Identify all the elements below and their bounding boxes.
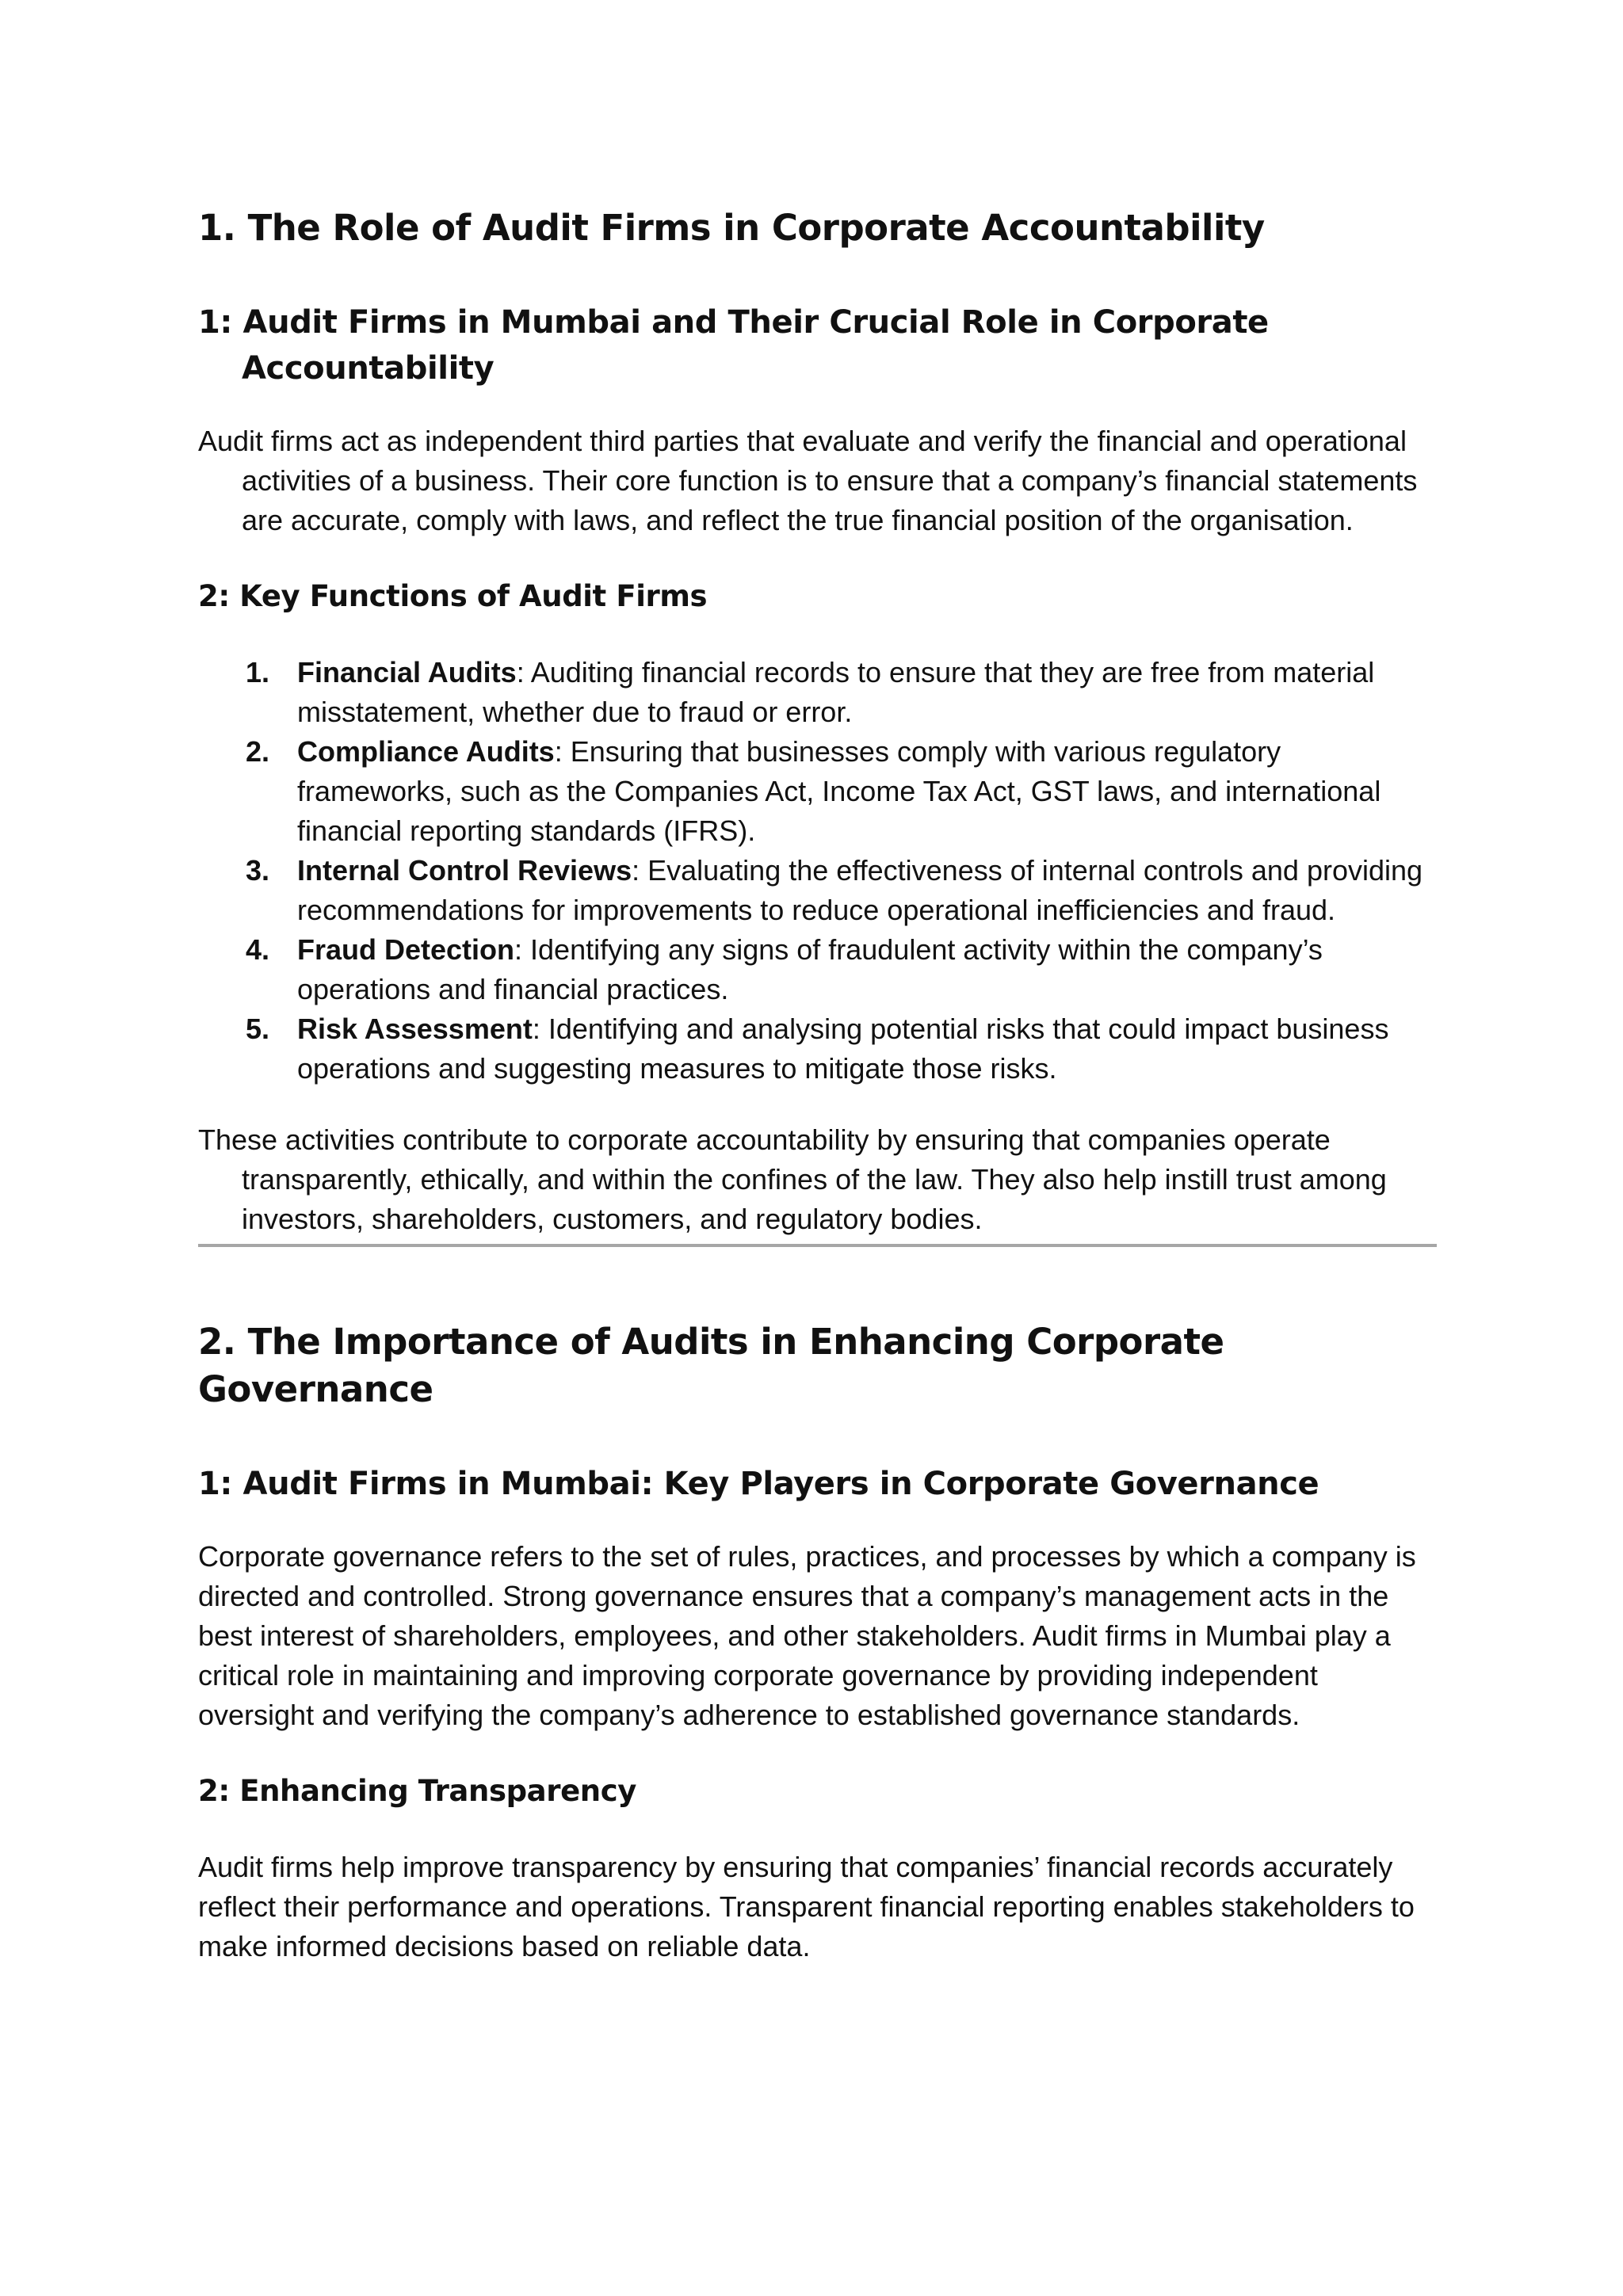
list-item-description: : Identifying and analysing potential risks that could impact business operations and suggesting measures to mitigate those risks. xyxy=(297,1013,1389,1085)
list-item-description: : Ensuring that businesses comply with various regulatory frameworks, such as the Companies Act, Income Tax Act, GST laws, and international financial reporting standards (IFRS). xyxy=(297,735,1381,847)
section-1-subheading-1: 1: Audit Firms in Mumbai and Their Crucial Role in Corporate Accountability xyxy=(198,304,1269,387)
list-item xyxy=(198,653,1434,732)
list-item-term: Fraud Detection xyxy=(297,933,515,966)
list-item-term: Compliance Audits xyxy=(297,735,555,768)
list-item-term: Risk Assessment xyxy=(297,1013,533,1045)
list-item xyxy=(198,851,1434,930)
list-item-number: 4. xyxy=(246,933,270,966)
list-item xyxy=(198,930,1434,1009)
list-item-number: 1. xyxy=(246,656,270,688)
section-1-closing-paragraph: These activities contribute to corporate accountability by ensuring that companies operate transparently, ethically, and within the confines of the law. They also help instill trust among investors, shareholders, customers, and regulatory bodies. xyxy=(198,1123,1387,1235)
section-1-title: 1. The Role of Audit Firms in Corporate Accountability xyxy=(198,207,1265,249)
list-item xyxy=(198,1009,1434,1089)
section-1-subheading-2: 2: Key Functions of Audit Firms xyxy=(198,579,708,613)
list-item-term: Financial Audits xyxy=(297,656,517,688)
list-item-number: 5. xyxy=(246,1013,270,1045)
list-item-term: Internal Control Reviews xyxy=(297,854,632,887)
list-item-number: 3. xyxy=(246,854,270,887)
section-2-subheading-2: 2: Enhancing Transparency xyxy=(198,1774,636,1808)
section-2-subheading-1: 1: Audit Firms in Mumbai: Key Players in Corporate Governance xyxy=(198,1466,1319,1502)
list-item-description: : Evaluating the effectiveness of internal controls and providing recommendations for improvements to reduce operational inefficiencies and fraud. xyxy=(297,854,1423,926)
list-item-number: 2. xyxy=(246,735,270,768)
section-2-paragraph-2: Audit firms help improve transparency by ensuring that companies’ financial records accurately reflect their performance and operations. Transparent financial reporting enables stakeholders to make informed decisions based on reliable data. xyxy=(198,1851,1415,1962)
section-1-paragraph-1: Audit firms act as independent third parties that evaluate and verify the financial and operational activities of a business. Their core function is to ensure that a company’s financial statements are accurate, comply with laws, and reflect the true financial position of the organisation. xyxy=(198,425,1418,536)
section-2-title: 2. The Importance of Audits in Enhancing Corporate Governance xyxy=(198,1321,1224,1410)
list-item xyxy=(198,732,1434,851)
list-item-description: : Auditing financial records to ensure that they are free from material misstatement, whether due to fraud or error. xyxy=(297,656,1375,728)
document-page xyxy=(198,0,1434,1966)
list-item-description: : Identifying any signs of fraudulent activity within the company’s operations and financial practices. xyxy=(297,933,1323,1005)
section-2-paragraph-1: Corporate governance refers to the set of rules, practices, and processes by which a company is directed and controlled. Strong governance ensures that a company’s management acts in the best interest of shareholders, employees, and other stakeholders. Audit firms in Mumbai play a critical role in maintaining and improving corporate governance by providing independent oversight and verifying the company’s adherence to established governance standards. xyxy=(198,1540,1416,1731)
key-functions-list xyxy=(198,653,1434,1089)
